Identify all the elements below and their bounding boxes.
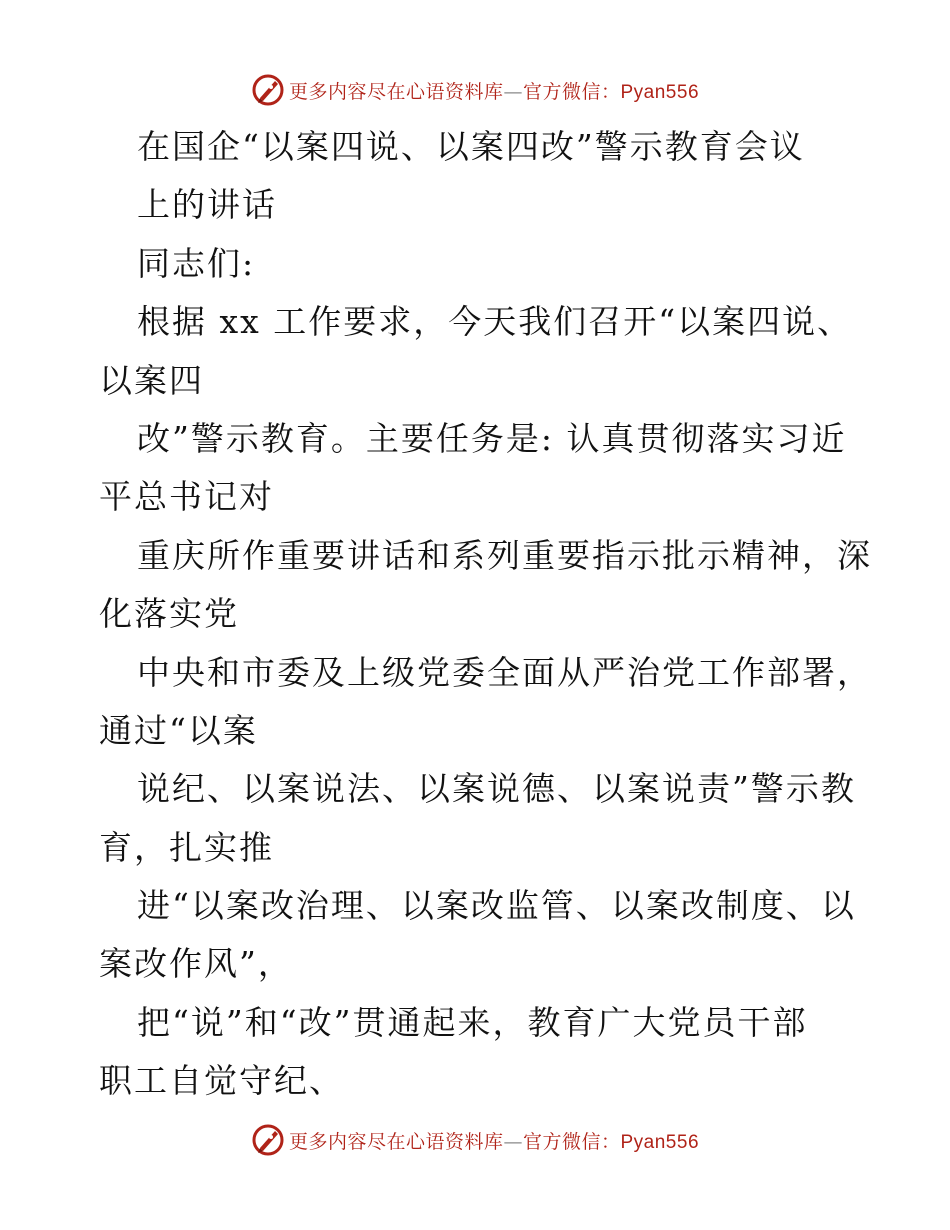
text-line: 说纪、以案说法、以案说德、以案说责”警示教 [137,769,856,809]
text-line: 平总书记对 [99,477,274,517]
watermark-main-text: 更多内容尽在心语资料库 [288,80,504,103]
document-body [99,118,872,1111]
text-line: 进“以案改治理、以案改监管、以案改制度、以 [137,886,856,926]
watermark-banner-bottom [0,1120,950,1160]
text-line: 根据 xx 工作要求，今天我们召开“以案四说、 [137,302,853,342]
watermark-wechat-label: 官方微信： [522,1130,621,1153]
text-line: 职工自觉守纪、 [99,1061,344,1101]
watermark-banner-top [0,70,950,110]
watermark-wechat-label: 官方微信： [522,80,621,103]
text-line: 同志们: [137,243,256,283]
watermark-wechat-id: Pyan556 [620,1131,700,1153]
text-line: 改”警示教育。主要任务是: 认真贯彻落实习近 [137,418,847,458]
text-line: 以案四 [99,360,204,400]
text-line: 育，扎实推 [99,827,274,867]
text-line: 把“说”和“改”贯通起来，教育广大党员干部 [137,1002,808,1042]
text-line: 上的讲话 [137,185,277,225]
watermark-main-text: 更多内容尽在心语资料库 [288,1130,504,1153]
text-line: 案改作风”， [99,944,293,984]
text-line: 化落实党 [99,594,239,634]
watermark-wechat-id: Pyan556 [620,81,700,103]
text-line: 在国企“以案四说、以案四改”警示教育会议 [137,127,805,166]
text-line: 中央和市委及上级党委全面从严治党工作部署， [137,652,872,692]
watermark-dash: — [503,80,523,103]
pen-logo-icon [251,73,285,107]
watermark-dash: — [503,1130,523,1153]
pen-logo-icon [251,1123,285,1157]
text-line: 通过“以案 [99,710,258,750]
text-line: 重庆所作重要讲话和系列重要指示批示精神，深 [137,535,872,575]
